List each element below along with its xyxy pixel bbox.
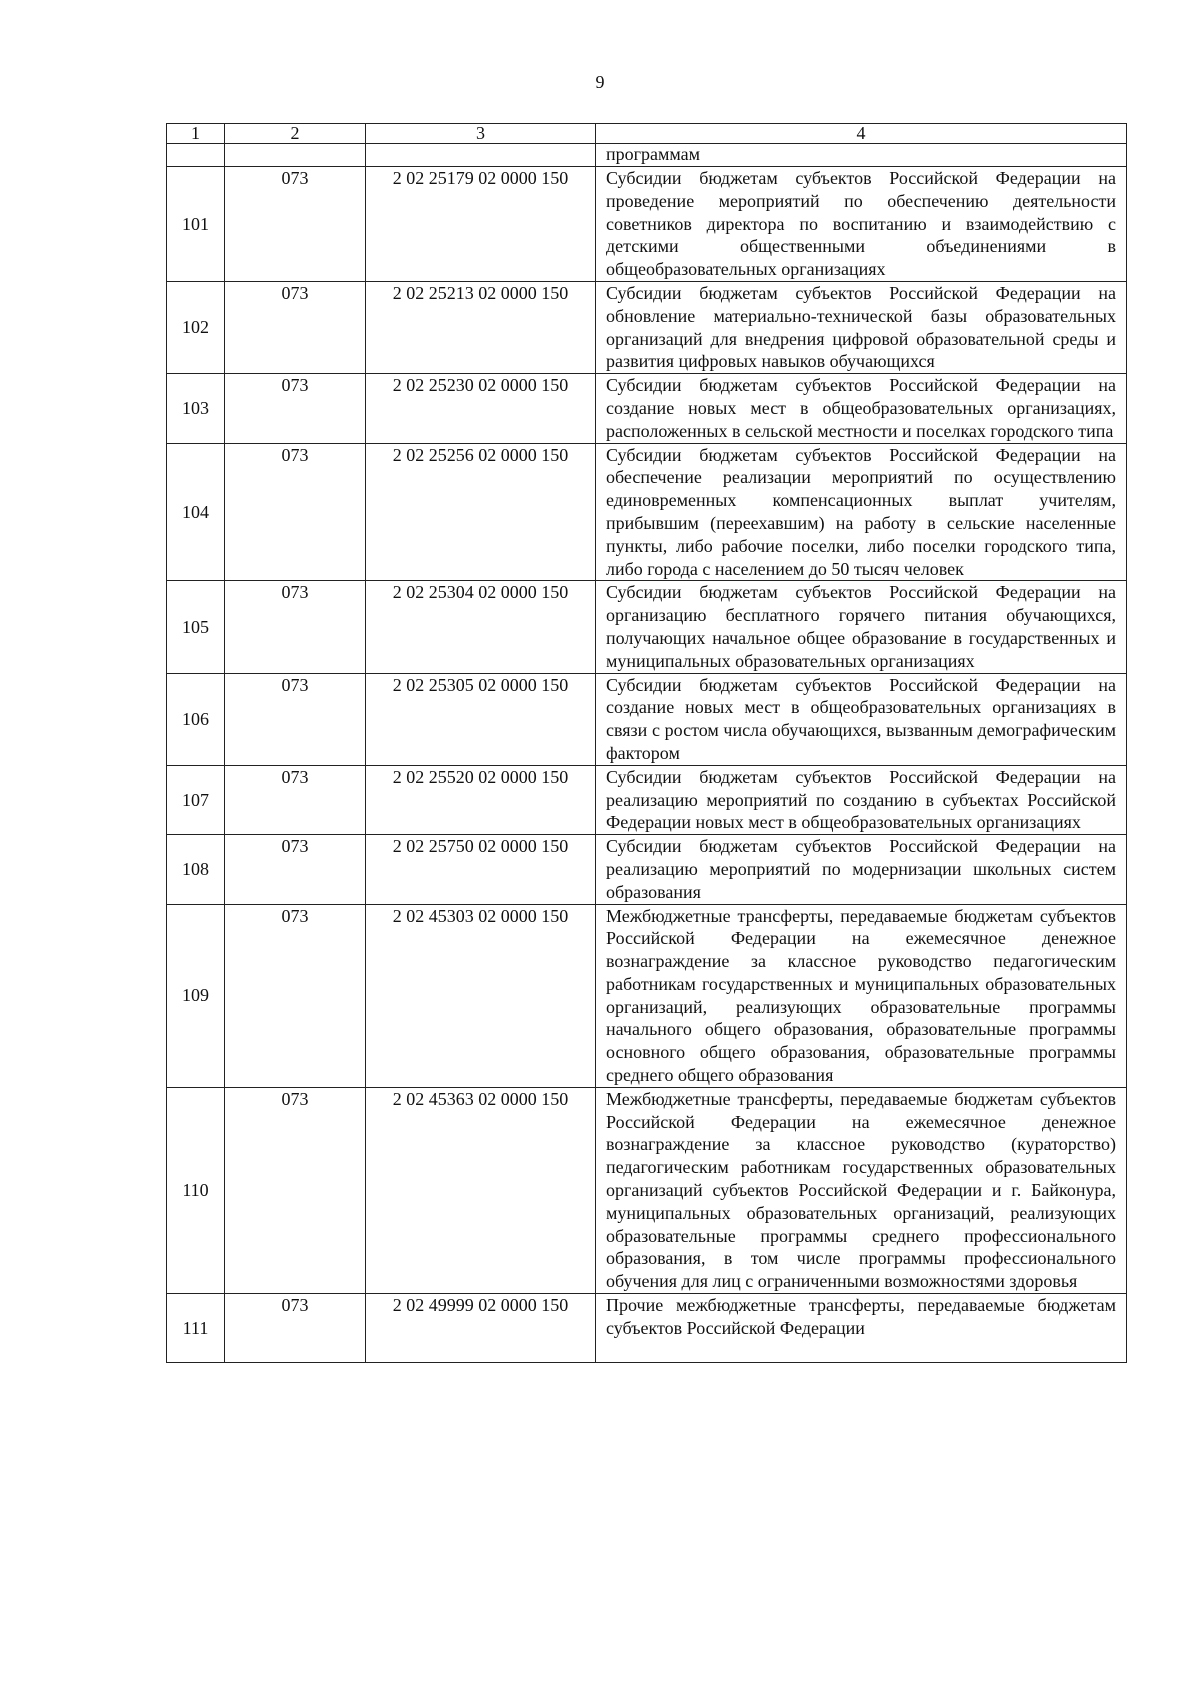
budget-classification-code: 2 02 25305 02 0000 150 bbox=[366, 673, 596, 765]
income-description: Субсидии бюджетам субъектов Российской Федерации на реализацию мероприятий по созданию в субъектах Российской Федерации новых мест в общеобразовательных организациях bbox=[596, 765, 1127, 834]
row-number: 102 bbox=[167, 281, 225, 373]
budget-classification-code: 2 02 25520 02 0000 150 bbox=[366, 765, 596, 834]
row-number: 106 bbox=[167, 673, 225, 765]
budget-classification-code: 2 02 45363 02 0000 150 bbox=[366, 1087, 596, 1293]
page-number: 9 bbox=[595, 72, 605, 92]
empty-cell bbox=[366, 144, 596, 167]
column-header: 1 bbox=[167, 124, 225, 144]
table-row bbox=[167, 765, 1127, 834]
continuation-row bbox=[167, 144, 1127, 167]
budget-classification-code: 2 02 25213 02 0000 150 bbox=[366, 281, 596, 373]
budget-classification-code: 2 02 25750 02 0000 150 bbox=[366, 835, 596, 904]
admin-code: 073 bbox=[225, 673, 366, 765]
budget-classification-code: 2 02 25179 02 0000 150 bbox=[366, 167, 596, 282]
income-description: Субсидии бюджетам субъектов Российской Федерации на обеспечение реализации мероприятий по осуществлению единовременных компенсационных выплат учителям, прибывшим (переехавшим) на работу в сельские населенные пункты, либо рабочие поселки, либо поселки городского типа, либо города с населением до 50 тысяч человек bbox=[596, 443, 1127, 581]
admin-code: 073 bbox=[225, 167, 366, 282]
row-number: 107 bbox=[167, 765, 225, 834]
budget-classification-code: 2 02 25256 02 0000 150 bbox=[366, 443, 596, 581]
table-row bbox=[167, 673, 1127, 765]
income-description: Субсидии бюджетам субъектов Российской Федерации на обновление материально-технической базы образовательных организаций для внедрения цифровой образовательной среды и развития цифровых навыков обучающихся bbox=[596, 281, 1127, 373]
budget-classification-code: 2 02 49999 02 0000 150 bbox=[366, 1294, 596, 1363]
income-description: Субсидии бюджетам субъектов Российской Федерации на создание новых мест в общеобразовательных организациях, расположенных в сельской местности и поселках городского типа bbox=[596, 374, 1127, 443]
admin-code: 073 bbox=[225, 443, 366, 581]
income-description: Межбюджетные трансферты, передаваемые бюджетам субъектов Российской Федерации на ежемесячное денежное вознаграждение за классное руководство (кураторство) педагогическим работникам государственных образовательных организаций субъектов Российской Федерации и г. Байконура, муниципальных образовательных организаций, реализующих образовательные программы среднего профессионального образования, в том числе программы профессионального обучения для лиц с ограниченными возможностями здоровья bbox=[596, 1087, 1127, 1293]
table-row bbox=[167, 904, 1127, 1087]
table-row bbox=[167, 1087, 1127, 1293]
admin-code: 073 bbox=[225, 281, 366, 373]
income-description: Субсидии бюджетам субъектов Российской Федерации на организацию бесплатного горячего питания обучающихся, получающих начальное общее образование в государственных и муниципальных образовательных организациях bbox=[596, 581, 1127, 673]
empty-cell bbox=[225, 144, 366, 167]
column-header: 4 bbox=[596, 124, 1127, 144]
table-row bbox=[167, 443, 1127, 581]
table-row bbox=[167, 1294, 1127, 1363]
budget-codes-table bbox=[166, 123, 1127, 1363]
admin-code: 073 bbox=[225, 374, 366, 443]
table-row bbox=[167, 581, 1127, 673]
table-row bbox=[167, 281, 1127, 373]
row-number: 108 bbox=[167, 835, 225, 904]
admin-code: 073 bbox=[225, 1294, 366, 1363]
income-description: Прочие межбюджетные трансферты, передаваемые бюджетам субъектов Российской Федерации bbox=[596, 1294, 1127, 1363]
budget-classification-code: 2 02 25230 02 0000 150 bbox=[366, 374, 596, 443]
row-number: 105 bbox=[167, 581, 225, 673]
income-description: Субсидии бюджетам субъектов Российской Федерации на создание новых мест в общеобразовательных организациях в связи с ростом числа обучающихся, вызванным демографическим фактором bbox=[596, 673, 1127, 765]
table-header-row bbox=[167, 124, 1127, 144]
admin-code: 073 bbox=[225, 765, 366, 834]
table-row bbox=[167, 167, 1127, 282]
budget-classification-code: 2 02 25304 02 0000 150 bbox=[366, 581, 596, 673]
row-number: 104 bbox=[167, 443, 225, 581]
empty-cell bbox=[167, 144, 225, 167]
income-description: Межбюджетные трансферты, передаваемые бюджетам субъектов Российской Федерации на ежемесячное денежное вознаграждение за классное руководство педагогическим работникам государственных и муниципальных образовательных организаций, реализующих образовательные программы начального общего образования, образовательные программы основного общего образования, образовательные программы среднего общего образования bbox=[596, 904, 1127, 1087]
admin-code: 073 bbox=[225, 1087, 366, 1293]
row-number: 110 bbox=[167, 1087, 225, 1293]
continuation-text: программам bbox=[596, 144, 1127, 167]
row-number: 111 bbox=[167, 1294, 225, 1363]
row-number: 101 bbox=[167, 167, 225, 282]
admin-code: 073 bbox=[225, 904, 366, 1087]
income-description: Субсидии бюджетам субъектов Российской Федерации на реализацию мероприятий по модернизации школьных систем образования bbox=[596, 835, 1127, 904]
table-row bbox=[167, 374, 1127, 443]
admin-code: 073 bbox=[225, 581, 366, 673]
table-row bbox=[167, 835, 1127, 904]
budget-classification-code: 2 02 45303 02 0000 150 bbox=[366, 904, 596, 1087]
row-number: 109 bbox=[167, 904, 225, 1087]
admin-code: 073 bbox=[225, 835, 366, 904]
column-header: 3 bbox=[366, 124, 596, 144]
column-header: 2 bbox=[225, 124, 366, 144]
row-number: 103 bbox=[167, 374, 225, 443]
income-description: Субсидии бюджетам субъектов Российской Федерации на проведение мероприятий по обеспечению деятельности советников директора по воспитанию и взаимодействию с детскими общественными объединениями в общеобразовательных организациях bbox=[596, 167, 1127, 282]
